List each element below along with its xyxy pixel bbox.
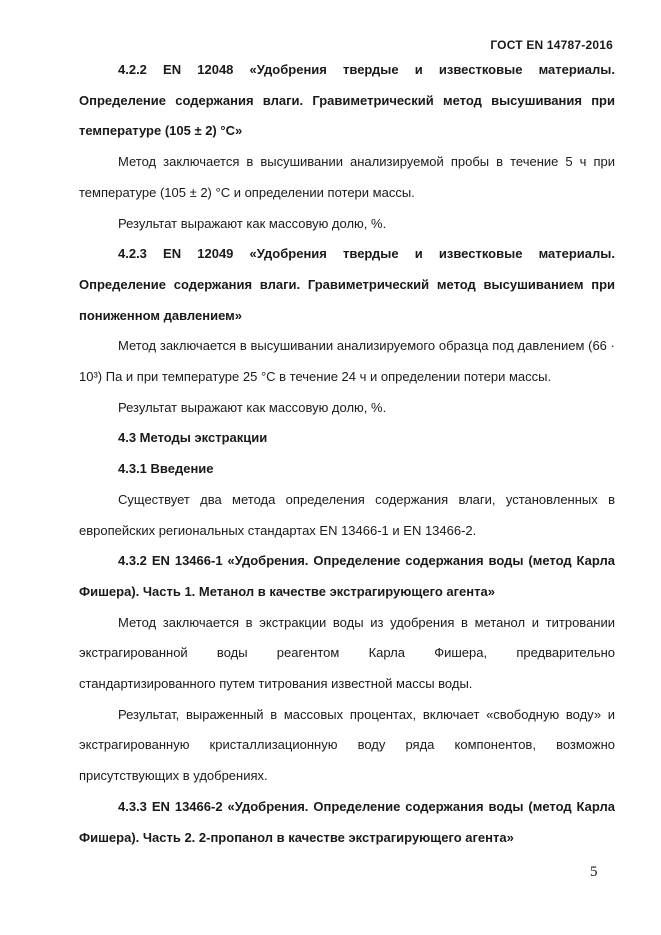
clause-4-3-2-method-text: Метод заключается в экстракции воды из удобрения в метанол и титровании экстрагированной воды реагентом Карла Фишера, предварительно стандартизированного путем титрования известной массы воды. (79, 614, 615, 692)
clause-4-3-1-heading: 4.3.1 Введение (118, 461, 214, 477)
clause-4-2-2-method-text: Метод заключается в высушивании анализируемой пробы в течение 5 ч при температуре (105 ± 2) °С и определении потери массы. (79, 154, 615, 200)
clause-4-3-2-heading: 4.3.2 EN 13466-1 «Удобрения. Определение содержания воды (метод Карла Фишера). Часть 1. Метанол в качестве экстрагирующего агента» (79, 553, 615, 599)
clause-4-2-2-heading: 4.2.2 EN 12048 «Удобрения твердые и известковые материалы. Определение содержания влаги. Гравиметрический метод высушивания при температуре (105 ± 2) °С» (79, 62, 615, 139)
clause-4-2-3-result-text: Результат выражают как массовую долю, %. (118, 399, 387, 415)
clause-4-2-3-heading: 4.2.3 EN 12049 «Удобрения твердые и известковые материалы. Определение содержания влаги. Гравиметрический метод высушиванием при пониженном давлением» (79, 246, 615, 323)
page-number: 5 (590, 864, 598, 880)
section-4-3-heading: 4.3 Методы экстракции (118, 430, 268, 446)
clause-4-2-2-result-text: Результат выражают как массовую долю, %. (118, 215, 387, 231)
clause-4-3-1-text: Существует два метода определения содержания влаги, установленных в европейских региональных стандартах EN 13466-1 и EN 13466-2. (79, 491, 615, 538)
clause-4-3-3-heading: 4.3.3 EN 13466-2 «Удобрения. Определение содержания воды (метод Карла Фишера). Часть 2. 2-пропанол в качестве экстрагирующего агента» (79, 798, 615, 845)
document-body (79, 55, 615, 853)
clause-4-2-3-method-text: Метод заключается в высушивании анализируемого образца под давлением (66 · 10³) Па и при температуре 25 °С в течение 24 ч и определении потери массы. (79, 338, 615, 385)
document-code: ГОСТ EN 14787-2016 (490, 38, 613, 52)
clause-4-3-2-result-text: Результат, выраженный в массовых процентах, включает «свободную воду» и экстрагированную кристаллизационную воду ряда компонентов, возможно присутствующих в удобрениях. (79, 706, 615, 784)
